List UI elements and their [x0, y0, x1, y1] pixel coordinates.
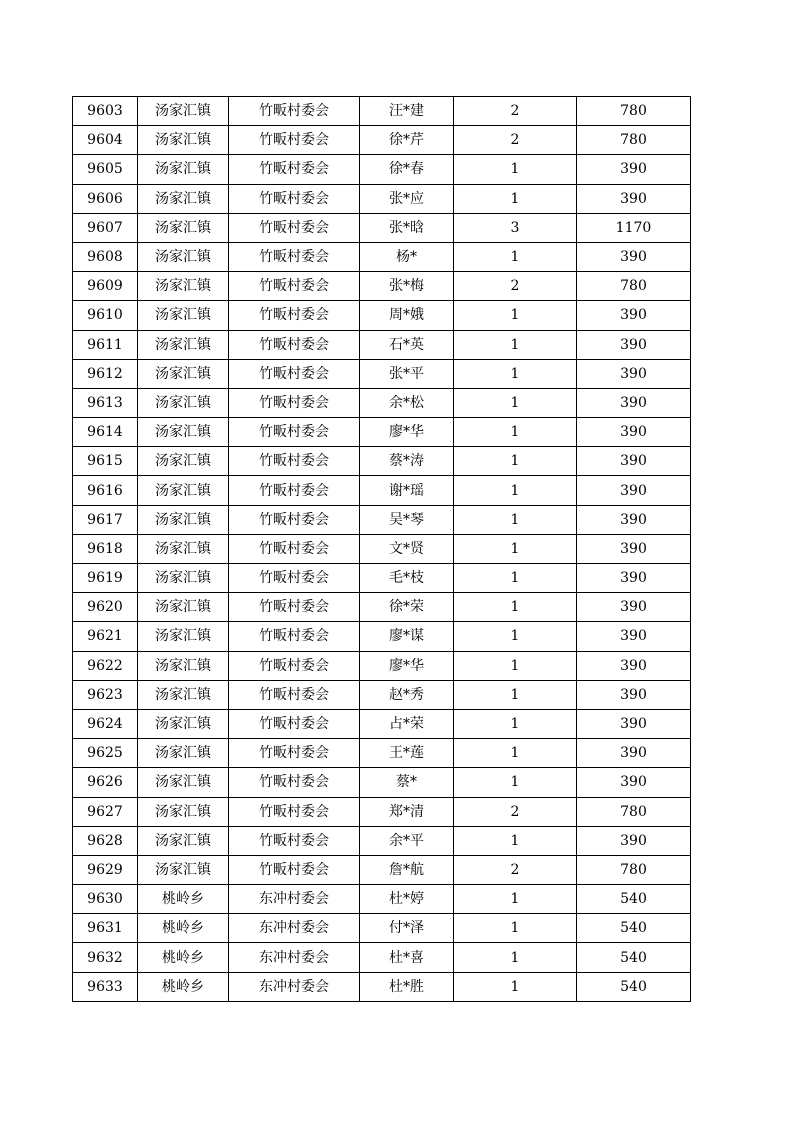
name-cell: 谢*瑶	[360, 476, 454, 505]
row-id-cell: 9617	[73, 505, 138, 534]
row-id-cell: 9614	[73, 418, 138, 447]
count-cell: 1	[454, 359, 577, 388]
count-cell: 1	[454, 826, 577, 855]
count-cell: 1	[454, 564, 577, 593]
count-cell: 1	[454, 418, 577, 447]
amount-cell: 540	[577, 972, 691, 1001]
row-id-cell: 9622	[73, 651, 138, 680]
name-cell: 詹*航	[360, 855, 454, 884]
amount-cell: 780	[577, 97, 691, 126]
table-row	[73, 272, 691, 301]
table-row	[73, 564, 691, 593]
amount-cell: 390	[577, 476, 691, 505]
amount-cell: 390	[577, 826, 691, 855]
row-id-cell: 9610	[73, 301, 138, 330]
amount-cell: 390	[577, 768, 691, 797]
amount-cell: 390	[577, 593, 691, 622]
table-row	[73, 534, 691, 563]
table-row	[73, 914, 691, 943]
amount-cell: 390	[577, 622, 691, 651]
amount-cell: 390	[577, 680, 691, 709]
amount-cell: 780	[577, 797, 691, 826]
town-cell: 汤家汇镇	[138, 97, 229, 126]
count-cell: 1	[454, 447, 577, 476]
table-row	[73, 972, 691, 1001]
table-row	[73, 330, 691, 359]
town-cell: 汤家汇镇	[138, 418, 229, 447]
row-id-cell: 9618	[73, 534, 138, 563]
amount-cell: 390	[577, 242, 691, 271]
town-cell: 汤家汇镇	[138, 476, 229, 505]
table-row	[73, 943, 691, 972]
row-id-cell: 9603	[73, 97, 138, 126]
table-row	[73, 476, 691, 505]
amount-cell: 390	[577, 388, 691, 417]
town-cell: 汤家汇镇	[138, 155, 229, 184]
name-cell: 张*平	[360, 359, 454, 388]
town-cell: 汤家汇镇	[138, 797, 229, 826]
table-row	[73, 242, 691, 271]
village-committee-cell: 竹畈村委会	[229, 301, 360, 330]
table-row	[73, 885, 691, 914]
row-id-cell: 9633	[73, 972, 138, 1001]
village-committee-cell: 竹畈村委会	[229, 680, 360, 709]
town-cell: 汤家汇镇	[138, 680, 229, 709]
count-cell: 1	[454, 505, 577, 534]
name-cell: 徐*荣	[360, 593, 454, 622]
name-cell: 吴*琴	[360, 505, 454, 534]
village-committee-cell: 竹畈村委会	[229, 476, 360, 505]
row-id-cell: 9621	[73, 622, 138, 651]
village-committee-cell: 东冲村委会	[229, 914, 360, 943]
amount-cell: 780	[577, 855, 691, 884]
amount-cell: 780	[577, 272, 691, 301]
table-row	[73, 739, 691, 768]
town-cell: 汤家汇镇	[138, 272, 229, 301]
table-row	[73, 768, 691, 797]
table-body	[73, 97, 691, 1002]
amount-cell: 390	[577, 155, 691, 184]
name-cell: 文*贤	[360, 534, 454, 563]
town-cell: 汤家汇镇	[138, 709, 229, 738]
village-committee-cell: 竹畈村委会	[229, 242, 360, 271]
data-table	[72, 96, 691, 1002]
town-cell: 桃岭乡	[138, 914, 229, 943]
count-cell: 3	[454, 213, 577, 242]
village-committee-cell: 竹畈村委会	[229, 388, 360, 417]
village-committee-cell: 竹畈村委会	[229, 155, 360, 184]
row-id-cell: 9619	[73, 564, 138, 593]
name-cell: 蔡*	[360, 768, 454, 797]
count-cell: 1	[454, 914, 577, 943]
town-cell: 汤家汇镇	[138, 855, 229, 884]
count-cell: 2	[454, 272, 577, 301]
village-committee-cell: 竹畈村委会	[229, 739, 360, 768]
row-id-cell: 9620	[73, 593, 138, 622]
table-row	[73, 447, 691, 476]
name-cell: 徐*春	[360, 155, 454, 184]
town-cell: 汤家汇镇	[138, 242, 229, 271]
town-cell: 汤家汇镇	[138, 739, 229, 768]
table-row	[73, 418, 691, 447]
row-id-cell: 9615	[73, 447, 138, 476]
town-cell: 汤家汇镇	[138, 359, 229, 388]
town-cell: 汤家汇镇	[138, 534, 229, 563]
amount-cell: 540	[577, 885, 691, 914]
table-row	[73, 709, 691, 738]
village-committee-cell: 东冲村委会	[229, 943, 360, 972]
amount-cell: 780	[577, 126, 691, 155]
table-row	[73, 126, 691, 155]
table-row	[73, 826, 691, 855]
row-id-cell: 9609	[73, 272, 138, 301]
amount-cell: 390	[577, 184, 691, 213]
amount-cell: 390	[577, 534, 691, 563]
village-committee-cell: 竹畈村委会	[229, 97, 360, 126]
town-cell: 汤家汇镇	[138, 301, 229, 330]
count-cell: 2	[454, 126, 577, 155]
amount-cell: 390	[577, 359, 691, 388]
name-cell: 徐*芹	[360, 126, 454, 155]
name-cell: 周*娥	[360, 301, 454, 330]
amount-cell: 540	[577, 914, 691, 943]
name-cell: 石*英	[360, 330, 454, 359]
count-cell: 1	[454, 388, 577, 417]
table-row	[73, 97, 691, 126]
row-id-cell: 9616	[73, 476, 138, 505]
count-cell: 2	[454, 797, 577, 826]
row-id-cell: 9604	[73, 126, 138, 155]
town-cell: 汤家汇镇	[138, 505, 229, 534]
count-cell: 2	[454, 855, 577, 884]
count-cell: 1	[454, 476, 577, 505]
village-committee-cell: 竹畈村委会	[229, 505, 360, 534]
name-cell: 廖*华	[360, 651, 454, 680]
table-row	[73, 155, 691, 184]
name-cell: 郑*清	[360, 797, 454, 826]
row-id-cell: 9627	[73, 797, 138, 826]
table-row	[73, 359, 691, 388]
row-id-cell: 9629	[73, 855, 138, 884]
count-cell: 1	[454, 301, 577, 330]
town-cell: 汤家汇镇	[138, 213, 229, 242]
table-row	[73, 593, 691, 622]
row-id-cell: 9626	[73, 768, 138, 797]
table-row	[73, 213, 691, 242]
amount-cell: 390	[577, 505, 691, 534]
row-id-cell: 9623	[73, 680, 138, 709]
name-cell: 余*平	[360, 826, 454, 855]
town-cell: 汤家汇镇	[138, 388, 229, 417]
count-cell: 1	[454, 943, 577, 972]
count-cell: 1	[454, 651, 577, 680]
amount-cell: 390	[577, 709, 691, 738]
amount-cell: 390	[577, 447, 691, 476]
name-cell: 杨*	[360, 242, 454, 271]
village-committee-cell: 竹畈村委会	[229, 330, 360, 359]
name-cell: 毛*枝	[360, 564, 454, 593]
count-cell: 1	[454, 972, 577, 1001]
village-committee-cell: 东冲村委会	[229, 885, 360, 914]
table-row	[73, 388, 691, 417]
count-cell: 1	[454, 593, 577, 622]
village-committee-cell: 竹畈村委会	[229, 622, 360, 651]
table-row	[73, 855, 691, 884]
row-id-cell: 9611	[73, 330, 138, 359]
village-committee-cell: 竹畈村委会	[229, 126, 360, 155]
count-cell: 1	[454, 680, 577, 709]
town-cell: 汤家汇镇	[138, 768, 229, 797]
count-cell: 1	[454, 534, 577, 563]
village-committee-cell: 竹畈村委会	[229, 826, 360, 855]
village-committee-cell: 竹畈村委会	[229, 184, 360, 213]
count-cell: 1	[454, 184, 577, 213]
name-cell: 付*泽	[360, 914, 454, 943]
name-cell: 占*荣	[360, 709, 454, 738]
row-id-cell: 9612	[73, 359, 138, 388]
row-id-cell: 9608	[73, 242, 138, 271]
village-committee-cell: 竹畈村委会	[229, 359, 360, 388]
village-committee-cell: 竹畈村委会	[229, 564, 360, 593]
village-committee-cell: 竹畈村委会	[229, 797, 360, 826]
town-cell: 汤家汇镇	[138, 593, 229, 622]
amount-cell: 390	[577, 564, 691, 593]
row-id-cell: 9628	[73, 826, 138, 855]
table-row	[73, 301, 691, 330]
table-row	[73, 680, 691, 709]
village-committee-cell: 竹畈村委会	[229, 651, 360, 680]
count-cell: 1	[454, 885, 577, 914]
name-cell: 张*梅	[360, 272, 454, 301]
village-committee-cell: 竹畈村委会	[229, 855, 360, 884]
village-committee-cell: 竹畈村委会	[229, 213, 360, 242]
table-row	[73, 797, 691, 826]
village-committee-cell: 竹畈村委会	[229, 709, 360, 738]
name-cell: 张*应	[360, 184, 454, 213]
table-row	[73, 622, 691, 651]
row-id-cell: 9632	[73, 943, 138, 972]
town-cell: 汤家汇镇	[138, 564, 229, 593]
name-cell: 张*晗	[360, 213, 454, 242]
name-cell: 王*莲	[360, 739, 454, 768]
town-cell: 汤家汇镇	[138, 184, 229, 213]
row-id-cell: 9605	[73, 155, 138, 184]
amount-cell: 390	[577, 301, 691, 330]
row-id-cell: 9613	[73, 388, 138, 417]
town-cell: 汤家汇镇	[138, 330, 229, 359]
town-cell: 桃岭乡	[138, 943, 229, 972]
village-committee-cell: 竹畈村委会	[229, 418, 360, 447]
name-cell: 杜*胜	[360, 972, 454, 1001]
count-cell: 1	[454, 330, 577, 359]
town-cell: 汤家汇镇	[138, 651, 229, 680]
town-cell: 汤家汇镇	[138, 622, 229, 651]
village-committee-cell: 竹畈村委会	[229, 534, 360, 563]
count-cell: 1	[454, 242, 577, 271]
row-id-cell: 9607	[73, 213, 138, 242]
village-committee-cell: 竹畈村委会	[229, 272, 360, 301]
amount-cell: 1170	[577, 213, 691, 242]
row-id-cell: 9631	[73, 914, 138, 943]
amount-cell: 390	[577, 651, 691, 680]
row-id-cell: 9625	[73, 739, 138, 768]
name-cell: 汪*建	[360, 97, 454, 126]
name-cell: 杜*婷	[360, 885, 454, 914]
amount-cell: 540	[577, 943, 691, 972]
town-cell: 桃岭乡	[138, 885, 229, 914]
name-cell: 赵*秀	[360, 680, 454, 709]
table-row	[73, 651, 691, 680]
table-row	[73, 184, 691, 213]
count-cell: 2	[454, 97, 577, 126]
name-cell: 余*松	[360, 388, 454, 417]
count-cell: 1	[454, 155, 577, 184]
village-committee-cell: 东冲村委会	[229, 972, 360, 1001]
village-committee-cell: 竹畈村委会	[229, 447, 360, 476]
town-cell: 桃岭乡	[138, 972, 229, 1001]
count-cell: 1	[454, 739, 577, 768]
town-cell: 汤家汇镇	[138, 826, 229, 855]
name-cell: 杜*喜	[360, 943, 454, 972]
amount-cell: 390	[577, 330, 691, 359]
amount-cell: 390	[577, 739, 691, 768]
row-id-cell: 9606	[73, 184, 138, 213]
town-cell: 汤家汇镇	[138, 126, 229, 155]
count-cell: 1	[454, 709, 577, 738]
name-cell: 廖*谋	[360, 622, 454, 651]
row-id-cell: 9624	[73, 709, 138, 738]
village-committee-cell: 竹畈村委会	[229, 768, 360, 797]
count-cell: 1	[454, 768, 577, 797]
name-cell: 廖*华	[360, 418, 454, 447]
count-cell: 1	[454, 622, 577, 651]
row-id-cell: 9630	[73, 885, 138, 914]
name-cell: 蔡*涛	[360, 447, 454, 476]
amount-cell: 390	[577, 418, 691, 447]
table-row	[73, 505, 691, 534]
village-committee-cell: 竹畈村委会	[229, 593, 360, 622]
town-cell: 汤家汇镇	[138, 447, 229, 476]
